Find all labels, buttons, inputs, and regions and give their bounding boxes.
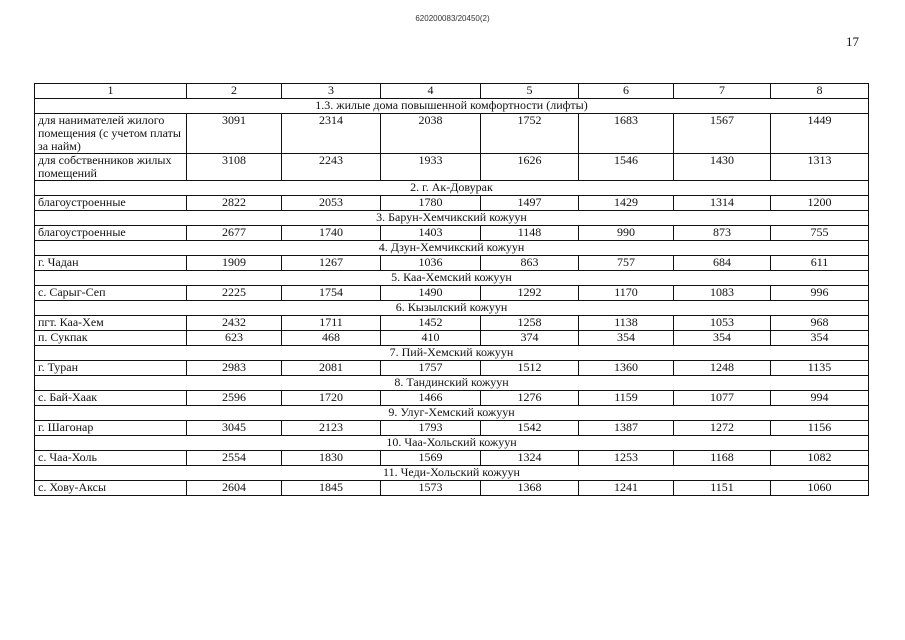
table-row <box>35 361 869 376</box>
value-cell: 1292 <box>481 286 579 301</box>
row-label: г. Туран <box>35 361 187 376</box>
column-header: 4 <box>381 84 481 99</box>
column-header: 8 <box>771 84 869 99</box>
value-cell: 611 <box>771 256 869 271</box>
section-title: 7. Пий-Хемский кожуун <box>35 346 869 361</box>
value-cell: 1573 <box>381 481 481 496</box>
row-label: для нанимателей жилого помещения (с учетом платы за найм) <box>35 114 187 154</box>
value-cell: 1148 <box>481 226 579 241</box>
value-cell: 1135 <box>771 361 869 376</box>
value-cell: 468 <box>282 331 381 346</box>
value-cell: 1754 <box>282 286 381 301</box>
value-cell: 374 <box>481 331 579 346</box>
value-cell: 1156 <box>771 421 869 436</box>
header-row <box>35 84 869 99</box>
value-cell: 1314 <box>674 196 771 211</box>
value-cell: 1567 <box>674 114 771 154</box>
value-cell: 1053 <box>674 316 771 331</box>
value-cell: 2243 <box>282 154 381 181</box>
table-body <box>35 99 869 496</box>
value-cell: 863 <box>481 256 579 271</box>
row-label: п. Сукпак <box>35 331 187 346</box>
row-label: с. Сарыг-Сеп <box>35 286 187 301</box>
value-cell: 994 <box>771 391 869 406</box>
value-cell: 354 <box>771 331 869 346</box>
value-cell: 1313 <box>771 154 869 181</box>
value-cell: 1159 <box>579 391 674 406</box>
section-row <box>35 241 869 256</box>
section-row <box>35 181 869 196</box>
value-cell: 2081 <box>282 361 381 376</box>
value-cell: 2604 <box>187 481 282 496</box>
table-row <box>35 226 869 241</box>
section-row <box>35 376 869 391</box>
value-cell: 1258 <box>481 316 579 331</box>
table-row <box>35 481 869 496</box>
section-title: 9. Улуг-Хемский кожуун <box>35 406 869 421</box>
value-cell: 1546 <box>579 154 674 181</box>
value-cell: 1683 <box>579 114 674 154</box>
value-cell: 623 <box>187 331 282 346</box>
table-row <box>35 196 869 211</box>
document-id: 620200083/20450(2) <box>415 14 490 23</box>
value-cell: 1909 <box>187 256 282 271</box>
section-title: 3. Барун-Хемчикский кожуун <box>35 211 869 226</box>
section-title: 1.3. жилые дома повышенной комфортности (лифты) <box>35 99 869 114</box>
value-cell: 1512 <box>481 361 579 376</box>
value-cell: 1403 <box>381 226 481 241</box>
value-cell: 1368 <box>481 481 579 496</box>
value-cell: 1711 <box>282 316 381 331</box>
value-cell: 1036 <box>381 256 481 271</box>
row-label: для собственников жилых помещений <box>35 154 187 181</box>
value-cell: 354 <box>674 331 771 346</box>
value-cell: 2314 <box>282 114 381 154</box>
value-cell: 2822 <box>187 196 282 211</box>
value-cell: 1241 <box>579 481 674 496</box>
table-row <box>35 331 869 346</box>
value-cell: 996 <box>771 286 869 301</box>
value-cell: 1740 <box>282 226 381 241</box>
value-cell: 3045 <box>187 421 282 436</box>
value-cell: 1449 <box>771 114 869 154</box>
value-cell: 684 <box>674 256 771 271</box>
table-row <box>35 114 869 154</box>
value-cell: 1077 <box>674 391 771 406</box>
value-cell: 1626 <box>481 154 579 181</box>
row-label: благоустроенные <box>35 196 187 211</box>
value-cell: 3108 <box>187 154 282 181</box>
value-cell: 755 <box>771 226 869 241</box>
value-cell: 1720 <box>282 391 381 406</box>
column-header: 5 <box>481 84 579 99</box>
section-title: 6. Кызылский кожуун <box>35 301 869 316</box>
table-row <box>35 256 869 271</box>
row-label: пгт. Каа-Хем <box>35 316 187 331</box>
value-cell: 1430 <box>674 154 771 181</box>
column-header: 3 <box>282 84 381 99</box>
row-label: с. Чаа-Холь <box>35 451 187 466</box>
section-row <box>35 271 869 286</box>
table-row <box>35 154 869 181</box>
section-title: 8. Тандинский кожуун <box>35 376 869 391</box>
value-cell: 2554 <box>187 451 282 466</box>
value-cell: 1569 <box>381 451 481 466</box>
row-label: г. Шагонар <box>35 421 187 436</box>
column-header: 1 <box>35 84 187 99</box>
row-label: с. Бай-Хаак <box>35 391 187 406</box>
value-cell: 757 <box>579 256 674 271</box>
section-title: 2. г. Ак-Довурак <box>35 181 869 196</box>
section-row <box>35 99 869 114</box>
value-cell: 1324 <box>481 451 579 466</box>
value-cell: 1168 <box>674 451 771 466</box>
value-cell: 1360 <box>579 361 674 376</box>
section-row <box>35 211 869 226</box>
column-header: 6 <box>579 84 674 99</box>
value-cell: 1248 <box>674 361 771 376</box>
value-cell: 1429 <box>579 196 674 211</box>
section-row <box>35 301 869 316</box>
value-cell: 1151 <box>674 481 771 496</box>
value-cell: 1200 <box>771 196 869 211</box>
value-cell: 1793 <box>381 421 481 436</box>
section-row <box>35 346 869 361</box>
table-row <box>35 286 869 301</box>
row-label: с. Хову-Аксы <box>35 481 187 496</box>
page-number: 17 <box>846 34 859 49</box>
value-cell: 968 <box>771 316 869 331</box>
value-cell: 1452 <box>381 316 481 331</box>
value-cell: 1253 <box>579 451 674 466</box>
value-cell: 2123 <box>282 421 381 436</box>
value-cell: 354 <box>579 331 674 346</box>
value-cell: 2053 <box>282 196 381 211</box>
section-title: 11. Чеди-Хольский кожуун <box>35 466 869 481</box>
value-cell: 2596 <box>187 391 282 406</box>
value-cell: 2983 <box>187 361 282 376</box>
value-cell: 1830 <box>282 451 381 466</box>
value-cell: 1780 <box>381 196 481 211</box>
value-cell: 1276 <box>481 391 579 406</box>
value-cell: 1933 <box>381 154 481 181</box>
value-cell: 2432 <box>187 316 282 331</box>
value-cell: 1060 <box>771 481 869 496</box>
table-row <box>35 421 869 436</box>
table-row <box>35 316 869 331</box>
value-cell: 2038 <box>381 114 481 154</box>
value-cell: 1138 <box>579 316 674 331</box>
value-cell: 1497 <box>481 196 579 211</box>
row-label: благоустроенные <box>35 226 187 241</box>
row-label: г. Чадан <box>35 256 187 271</box>
section-row <box>35 436 869 451</box>
value-cell: 1845 <box>282 481 381 496</box>
value-cell: 1466 <box>381 391 481 406</box>
value-cell: 1267 <box>282 256 381 271</box>
value-cell: 1170 <box>579 286 674 301</box>
value-cell: 1757 <box>381 361 481 376</box>
table-row <box>35 451 869 466</box>
value-cell: 3091 <box>187 114 282 154</box>
value-cell: 990 <box>579 226 674 241</box>
value-cell: 1387 <box>579 421 674 436</box>
value-cell: 410 <box>381 331 481 346</box>
section-row <box>35 466 869 481</box>
section-title: 5. Каа-Хемский кожуун <box>35 271 869 286</box>
column-header: 7 <box>674 84 771 99</box>
value-cell: 1752 <box>481 114 579 154</box>
column-header: 2 <box>187 84 282 99</box>
section-title: 4. Дзун-Хемчикский кожуун <box>35 241 869 256</box>
value-cell: 873 <box>674 226 771 241</box>
section-title: 10. Чаа-Хольский кожуун <box>35 436 869 451</box>
tariff-table <box>34 83 869 496</box>
value-cell: 1542 <box>481 421 579 436</box>
section-row <box>35 406 869 421</box>
value-cell: 1083 <box>674 286 771 301</box>
value-cell: 2677 <box>187 226 282 241</box>
value-cell: 1490 <box>381 286 481 301</box>
value-cell: 2225 <box>187 286 282 301</box>
value-cell: 1272 <box>674 421 771 436</box>
value-cell: 1082 <box>771 451 869 466</box>
table-row <box>35 391 869 406</box>
